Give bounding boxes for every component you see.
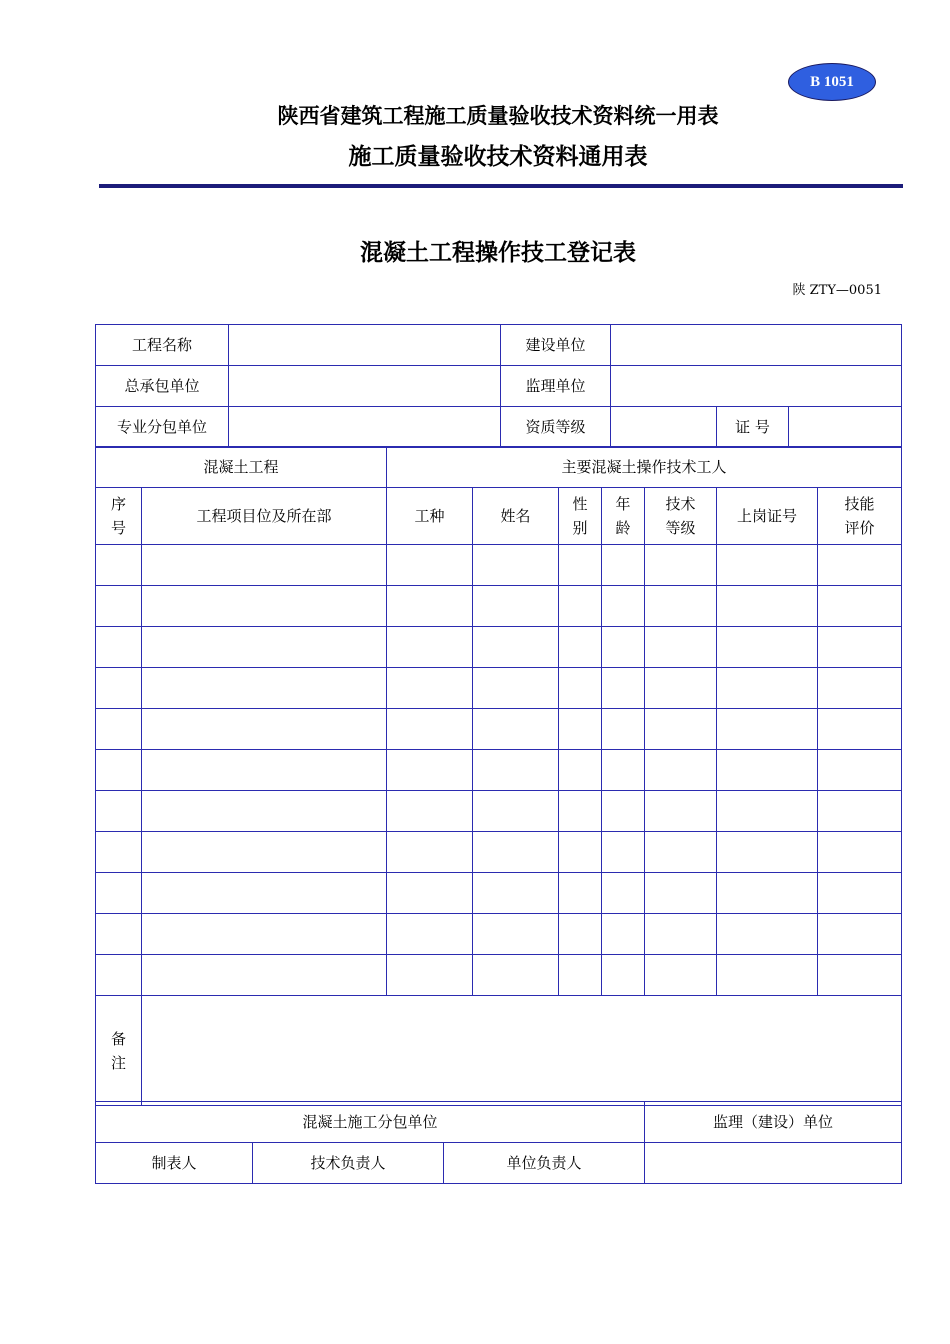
cell-evaluation[interactable] [818, 955, 902, 996]
table-row [96, 627, 902, 668]
cell-gender[interactable] [559, 750, 602, 791]
cell-location[interactable] [142, 791, 387, 832]
cell-age[interactable] [602, 791, 645, 832]
cell-seq[interactable] [96, 873, 142, 914]
cell-trade[interactable] [387, 914, 473, 955]
col-seq: 序 号 [96, 488, 142, 545]
cell-cert[interactable] [717, 709, 818, 750]
cell-tech-level[interactable] [645, 709, 717, 750]
cell-cert[interactable] [717, 627, 818, 668]
cell-gender[interactable] [559, 832, 602, 873]
special-subcontractor-label: 专业分包单位 [96, 407, 229, 448]
cell-tech-level[interactable] [645, 873, 717, 914]
cell-trade[interactable] [387, 709, 473, 750]
cell-gender[interactable] [559, 586, 602, 627]
certificate-no-label: 证 号 [717, 407, 789, 448]
cell-tech-level[interactable] [645, 791, 717, 832]
cell-gender[interactable] [559, 709, 602, 750]
tabulator-label[interactable]: 制表人 [96, 1143, 253, 1184]
cell-evaluation[interactable] [818, 586, 902, 627]
table-row [96, 668, 902, 709]
qualification-grade-field[interactable] [611, 407, 717, 448]
cell-name[interactable] [473, 586, 559, 627]
client-unit-label: 建设单位 [501, 325, 611, 366]
cell-seq[interactable] [96, 832, 142, 873]
cell-cert[interactable] [717, 750, 818, 791]
cell-name[interactable] [473, 791, 559, 832]
table-row [96, 750, 902, 791]
col-tech-level: 技术 等级 [645, 488, 717, 545]
cell-name[interactable] [473, 627, 559, 668]
cell-trade[interactable] [387, 586, 473, 627]
form-title: 混凝土工程操作技工登记表 [360, 240, 636, 266]
cell-name[interactable] [473, 750, 559, 791]
cell-age[interactable] [602, 873, 645, 914]
cell-seq[interactable] [96, 627, 142, 668]
cell-trade[interactable] [387, 955, 473, 996]
supervision-client-unit-label: 监理（建设）单位 [645, 1102, 902, 1143]
cell-trade[interactable] [387, 873, 473, 914]
main-workers-header: 主要混凝土操作技术工人 [387, 447, 902, 488]
cell-location[interactable] [142, 873, 387, 914]
cell-location[interactable] [142, 914, 387, 955]
cell-tech-level[interactable] [645, 750, 717, 791]
project-name-label: 工程名称 [96, 325, 229, 366]
cell-cert[interactable] [717, 586, 818, 627]
signature-table [95, 1101, 902, 1184]
cell-evaluation[interactable] [818, 668, 902, 709]
certificate-no-field[interactable] [789, 407, 902, 448]
qualification-grade-label: 资质等级 [501, 407, 611, 448]
cell-cert[interactable] [717, 668, 818, 709]
cell-name[interactable] [473, 668, 559, 709]
cell-seq[interactable] [96, 586, 142, 627]
supervision-unit-label: 监理单位 [501, 366, 611, 407]
cell-location[interactable] [142, 545, 387, 586]
cell-cert[interactable] [717, 914, 818, 955]
remarks-label: 备 注 [96, 996, 142, 1106]
cell-location[interactable] [142, 832, 387, 873]
col-location: 工程项目位及所在部 [142, 488, 387, 545]
cell-location[interactable] [142, 709, 387, 750]
cell-trade[interactable] [387, 545, 473, 586]
cell-location[interactable] [142, 750, 387, 791]
cell-age[interactable] [602, 750, 645, 791]
cell-evaluation[interactable] [818, 791, 902, 832]
special-subcontractor-field[interactable] [229, 407, 501, 448]
cell-evaluation[interactable] [818, 545, 902, 586]
cell-age[interactable] [602, 832, 645, 873]
cell-tech-level[interactable] [645, 627, 717, 668]
workers-table [95, 446, 902, 1106]
cell-seq[interactable] [96, 791, 142, 832]
cell-evaluation[interactable] [818, 709, 902, 750]
col-cert: 上岗证号 [717, 488, 818, 545]
table-row [96, 832, 902, 873]
cell-age[interactable] [602, 627, 645, 668]
unit-lead-label[interactable]: 单位负责人 [444, 1143, 645, 1184]
cell-location[interactable] [142, 586, 387, 627]
cell-gender[interactable] [559, 955, 602, 996]
cell-trade[interactable] [387, 750, 473, 791]
general-contractor-label: 总承包单位 [96, 366, 229, 407]
cell-seq[interactable] [96, 955, 142, 996]
table-row [96, 914, 902, 955]
form-code: 陕 ZTY—0051 [792, 283, 882, 298]
cell-name[interactable] [473, 832, 559, 873]
col-age: 年 龄 [602, 488, 645, 545]
cell-age[interactable] [602, 668, 645, 709]
supervision-signature-field[interactable] [645, 1143, 902, 1184]
cell-gender[interactable] [559, 668, 602, 709]
form-number-badge: B 1051 [788, 63, 876, 101]
cell-name[interactable] [473, 873, 559, 914]
cell-seq[interactable] [96, 750, 142, 791]
cell-evaluation[interactable] [818, 627, 902, 668]
cell-trade[interactable] [387, 832, 473, 873]
cell-seq[interactable] [96, 545, 142, 586]
col-trade: 工种 [387, 488, 473, 545]
general-contractor-field[interactable] [229, 366, 501, 407]
cell-gender[interactable] [559, 873, 602, 914]
header-title-line1: 陕西省建筑工程施工质量验收技术资料统一用表 [277, 104, 719, 128]
cell-age[interactable] [602, 955, 645, 996]
cell-seq[interactable] [96, 914, 142, 955]
cell-trade[interactable] [387, 668, 473, 709]
project-name-field[interactable] [229, 325, 501, 366]
cell-cert[interactable] [717, 955, 818, 996]
table-row [96, 586, 902, 627]
header-divider [99, 184, 903, 188]
project-info-table [95, 324, 902, 448]
cell-age[interactable] [602, 545, 645, 586]
cell-evaluation[interactable] [818, 750, 902, 791]
col-evaluation: 技能 评价 [818, 488, 902, 545]
cell-cert[interactable] [717, 545, 818, 586]
tech-lead-label[interactable]: 技术负责人 [253, 1143, 444, 1184]
cell-cert[interactable] [717, 873, 818, 914]
table-row [96, 791, 902, 832]
cell-tech-level[interactable] [645, 586, 717, 627]
cell-evaluation[interactable] [818, 914, 902, 955]
col-gender: 性 别 [559, 488, 602, 545]
cell-location[interactable] [142, 668, 387, 709]
cell-tech-level[interactable] [645, 668, 717, 709]
table-row [96, 709, 902, 750]
cell-tech-level[interactable] [645, 545, 717, 586]
col-name: 姓名 [473, 488, 559, 545]
cell-name[interactable] [473, 709, 559, 750]
header-title-line2: 施工质量验收技术资料通用表 [348, 144, 648, 170]
cell-cert[interactable] [717, 832, 818, 873]
cell-gender[interactable] [559, 627, 602, 668]
cell-evaluation[interactable] [818, 873, 902, 914]
cell-trade[interactable] [387, 627, 473, 668]
cell-location[interactable] [142, 627, 387, 668]
cell-age[interactable] [602, 709, 645, 750]
client-unit-field[interactable] [611, 325, 902, 366]
table-row [96, 955, 902, 996]
cell-tech-level[interactable] [645, 955, 717, 996]
cell-trade[interactable] [387, 791, 473, 832]
cell-age[interactable] [602, 586, 645, 627]
cell-tech-level[interactable] [645, 914, 717, 955]
cell-name[interactable] [473, 955, 559, 996]
cell-name[interactable] [473, 545, 559, 586]
cell-age[interactable] [602, 914, 645, 955]
concrete-sub-unit-label: 混凝土施工分包单位 [96, 1102, 645, 1143]
cell-seq[interactable] [96, 668, 142, 709]
cell-tech-level[interactable] [645, 832, 717, 873]
table-row [96, 545, 902, 586]
cell-name[interactable] [473, 914, 559, 955]
cell-evaluation[interactable] [818, 832, 902, 873]
cell-gender[interactable] [559, 545, 602, 586]
cell-cert[interactable] [717, 791, 818, 832]
cell-location[interactable] [142, 955, 387, 996]
concrete-work-header: 混凝土工程 [96, 447, 387, 488]
remarks-field[interactable] [142, 996, 902, 1106]
supervision-unit-field[interactable] [611, 366, 902, 407]
table-row [96, 873, 902, 914]
cell-gender[interactable] [559, 791, 602, 832]
cell-gender[interactable] [559, 914, 602, 955]
cell-seq[interactable] [96, 709, 142, 750]
